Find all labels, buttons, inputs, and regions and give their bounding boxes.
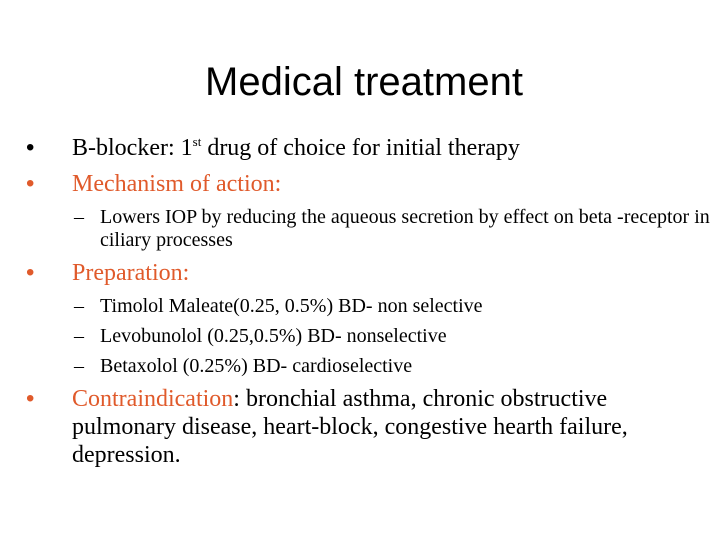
dash-icon: – — [74, 206, 84, 228]
sub-item-text: Timolol Maleate(0.25, 0.5%) BD- non selective — [100, 295, 483, 317]
dash-icon: – — [74, 295, 84, 317]
sub-item-mechanism — [24, 206, 714, 252]
sub-item-timolol — [24, 295, 714, 318]
b-blocker-lead: B-blocker: 1 — [72, 135, 193, 161]
ordinal-superscript: st — [192, 134, 202, 149]
sub-item-text: Levobunolol (0.25,0.5%) BD- nonselective — [100, 325, 447, 347]
bullet-item-contraindication — [24, 385, 714, 469]
bullet-icon: • — [26, 259, 35, 286]
mechanism-heading: Mechanism of action: — [72, 171, 282, 197]
dash-icon: – — [74, 355, 84, 377]
bullet-item-b-blocker — [24, 134, 714, 162]
sub-item-text: Lowers IOP by reducing the aqueous secretion by effect on beta -receptor in ciliary processes — [100, 206, 710, 251]
slide-title: Medical treatment — [205, 60, 523, 104]
contraindication-rest: : bronchial asthma, chronic obstructive pulmonary disease, heart-block, congestive hearth failure, depression. — [72, 386, 628, 468]
bullet-icon: • — [26, 385, 35, 412]
dash-icon: – — [74, 325, 84, 347]
bullet-list — [24, 134, 714, 477]
preparation-heading: Preparation: — [72, 260, 190, 286]
bullet-item-mechanism — [24, 170, 714, 198]
sub-item-text: Betaxolol (0.25%) BD- cardioselective — [100, 355, 413, 377]
contraindication-heading: Contraindication — [72, 386, 234, 412]
bullet-icon: • — [26, 134, 35, 161]
sub-item-betaxolol — [24, 355, 714, 378]
sub-item-levobunolol — [24, 325, 714, 348]
bullet-icon: • — [26, 170, 35, 197]
bullet-item-preparation — [24, 259, 714, 287]
b-blocker-rest: drug of choice for initial therapy — [201, 135, 520, 161]
